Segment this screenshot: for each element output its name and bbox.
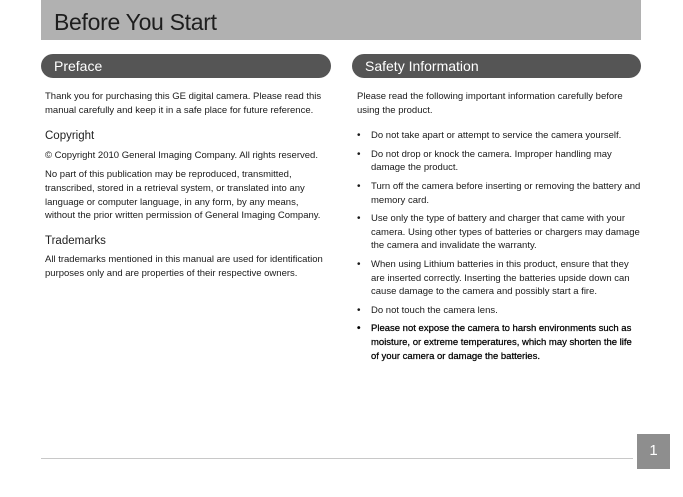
safety-intro: Please read the following important information carefully before using the product. [357,91,623,116]
safety-item-text: Do not touch the camera lens. [371,304,498,316]
safety-item-text: Turn off the camera before inserting or removing the battery and memory card. [371,180,641,206]
safety-list [357,129,642,363]
safety-item [357,304,642,318]
bullet-icon: • [357,130,361,142]
bullet-icon: • [357,213,361,225]
safety-item-text: Do not take apart or attempt to service the camera yourself. [371,130,622,142]
safety-heading: Safety Information [365,58,479,74]
safety-item-text: Do not drop or knock the camera. Improper handling may damage the product. [371,148,612,174]
copyright-body: No part of this publication may be reproduced, transmitted, transcribed, stored in a retrieval system, or translated into any language or computer language, in any form, by any means, without the prior written permission of General Imaging Company. [45,169,321,222]
safety-item [357,180,642,207]
bullet-icon: • [357,148,361,160]
trademarks-heading: Trademarks [45,234,106,247]
preface-header-bar [41,54,331,78]
safety-item [357,258,642,299]
bullet-icon: • [357,180,361,192]
preface-intro: Thank you for purchasing this GE digital camera. Please read this manual carefully and keep it in a safe place for future reference. [45,91,322,116]
safety-item [357,322,642,363]
safety-item-text: When using Lithium batteries in this product, ensure that they are inserted correctly. Inserting the batteries upside down can cause damage to the camera and possibly start a fire. [371,258,630,298]
footer-divider [41,458,633,459]
page-number: 1 [637,434,670,469]
safety-item [357,212,642,253]
safety-item-text: Use only the type of battery and charger that came with your camera. Using other types of batteries or chargers may damage the camera and invalidate the warranty. [371,213,640,252]
safety-item [357,148,642,175]
trademarks-text: All trademarks mentioned in this manual are used for identification purposes only and are properties of their respective owners. [45,254,323,279]
preface-column [45,90,323,287]
safety-item-text: Please not expose the camera to harsh environments such as moisture, or extreme temperatures, which may shorten the life of your camera or damage the batteries. [371,323,632,362]
safety-header-bar [352,54,641,78]
bullet-icon: • [357,304,361,316]
safety-column [357,90,642,368]
copyright-notice: © Copyright 2010 General Imaging Company. All rights reserved. [45,149,318,161]
page-title: Before You Start [54,9,217,35]
page-header [41,0,641,40]
bullet-icon: • [357,323,361,335]
bullet-icon: • [357,258,361,270]
preface-heading: Preface [54,58,103,74]
safety-item [357,129,642,143]
copyright-heading: Copyright [45,130,95,143]
